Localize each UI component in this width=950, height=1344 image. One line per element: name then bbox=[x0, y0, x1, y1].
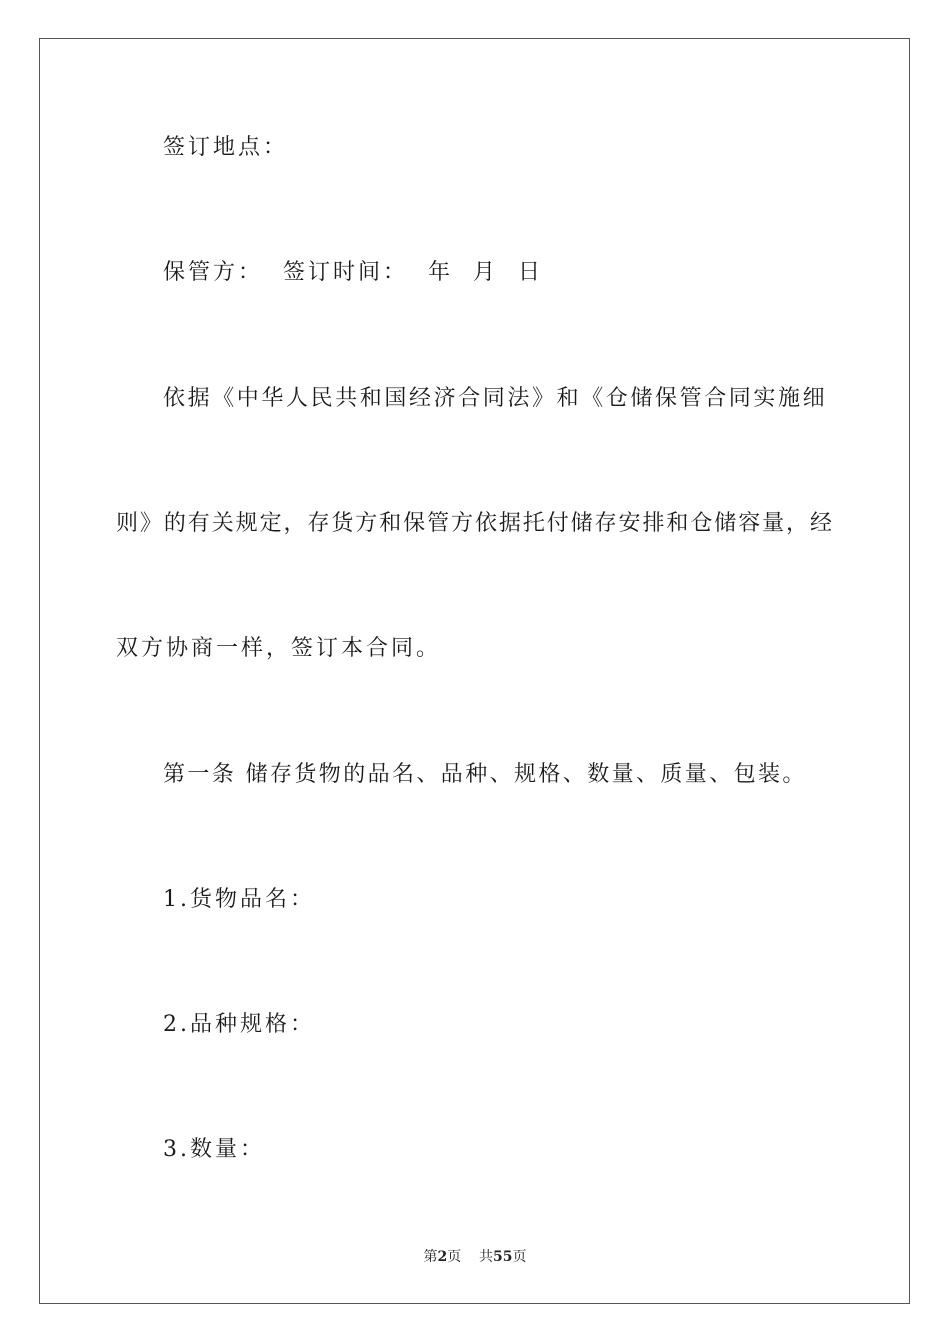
page-footer bbox=[0, 1247, 950, 1267]
footer-page-number: 2 bbox=[437, 1249, 448, 1265]
page-border bbox=[39, 38, 910, 1304]
footer-total-suffix: 页 bbox=[512, 1249, 527, 1265]
custodian-signing-time-line: 保管方： 签订时间： 年 月 日 bbox=[163, 260, 543, 285]
footer-page-suffix: 页 bbox=[447, 1249, 462, 1265]
footer-page-prefix: 第 bbox=[423, 1249, 438, 1265]
basis-paragraph-line-1: 依据《中华人民共和国经济合同法》和《仓储保管合同实施细 bbox=[163, 386, 828, 411]
signing-place-line: 签订地点： bbox=[163, 135, 289, 160]
quantity-item: 3.数量： bbox=[163, 1137, 265, 1162]
article-one-heading: 第一条 储存货物的品名、品种、规格、数量、质量、包装。 bbox=[163, 762, 807, 787]
variety-spec-item: 2.品种规格： bbox=[163, 1012, 315, 1037]
footer-total-prefix: 共 bbox=[479, 1249, 494, 1265]
basis-paragraph-line-2: 则》的有关规定，存货方和保管方依据托付储存安排和仓储容量，经 bbox=[116, 511, 832, 536]
goods-name-item: 1.货物品名： bbox=[163, 887, 315, 912]
footer-total-pages: 55 bbox=[493, 1249, 513, 1265]
basis-paragraph-line-3: 双方协商一样，签订本合同。 bbox=[116, 636, 442, 661]
